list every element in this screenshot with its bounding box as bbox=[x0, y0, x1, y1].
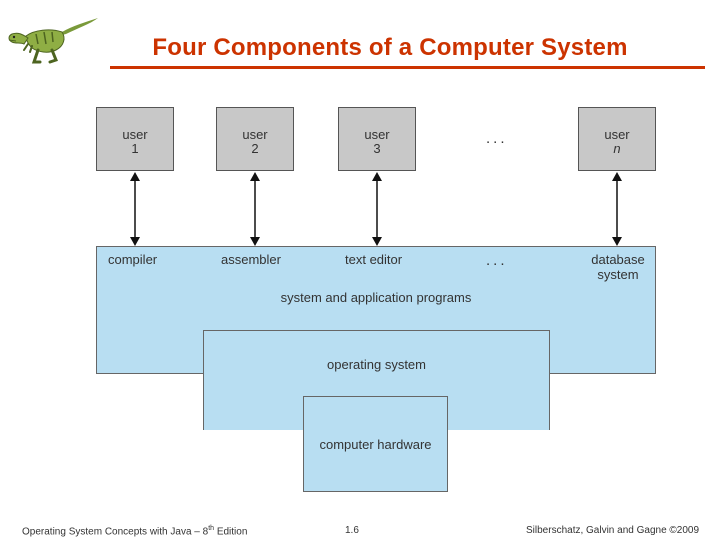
double-arrow-icon bbox=[249, 172, 261, 246]
footer-page-number: 1.6 bbox=[345, 525, 359, 536]
user-box-number: 2 bbox=[251, 141, 259, 156]
user-box-label: user bbox=[242, 127, 268, 142]
user-box-label: user bbox=[364, 127, 390, 142]
apps-layer-label: system and application programs bbox=[280, 290, 472, 305]
title-divider bbox=[110, 66, 705, 69]
program-label-assembler: assembler bbox=[221, 252, 281, 267]
user-box-number: 1 bbox=[131, 141, 139, 156]
user-box-number: 3 bbox=[373, 141, 381, 156]
slide-title: Four Components of a Computer System bbox=[152, 34, 628, 61]
double-arrow-icon bbox=[371, 172, 383, 246]
os-layer-label: operating system bbox=[327, 357, 426, 372]
user-box-2 bbox=[216, 107, 294, 171]
double-arrow-icon bbox=[129, 172, 141, 246]
layer-join bbox=[204, 372, 549, 375]
user-box-3 bbox=[338, 107, 416, 171]
programs-ellipsis: ... bbox=[486, 252, 508, 269]
program-label-compiler: compiler bbox=[108, 252, 158, 267]
footer-book-title-sup: th bbox=[208, 525, 215, 532]
layer-join bbox=[304, 428, 447, 431]
user-box-n bbox=[578, 107, 656, 171]
database-line-1: database bbox=[591, 252, 645, 267]
hw-layer-label: computer hardware bbox=[319, 437, 432, 452]
user-box-label: user bbox=[604, 127, 630, 142]
double-arrow-icon bbox=[611, 172, 623, 246]
dinosaur-logo-icon bbox=[6, 14, 100, 66]
footer-book-title bbox=[22, 525, 247, 537]
user-box-1 bbox=[96, 107, 174, 171]
footer-book-title-suffix: Edition bbox=[214, 526, 248, 538]
program-label-database-system bbox=[576, 252, 660, 282]
footer-book-title-main: Operating System Concepts with Java – 8 bbox=[22, 526, 209, 538]
users-ellipsis: ... bbox=[486, 130, 508, 147]
footer-copyright: Silberschatz, Galvin and Gagne ©2009 bbox=[526, 525, 700, 536]
user-box-label: user bbox=[122, 127, 148, 142]
user-box-number: n bbox=[613, 141, 621, 156]
program-label-text-editor: text editor bbox=[345, 252, 403, 267]
database-line-2: system bbox=[597, 267, 639, 282]
